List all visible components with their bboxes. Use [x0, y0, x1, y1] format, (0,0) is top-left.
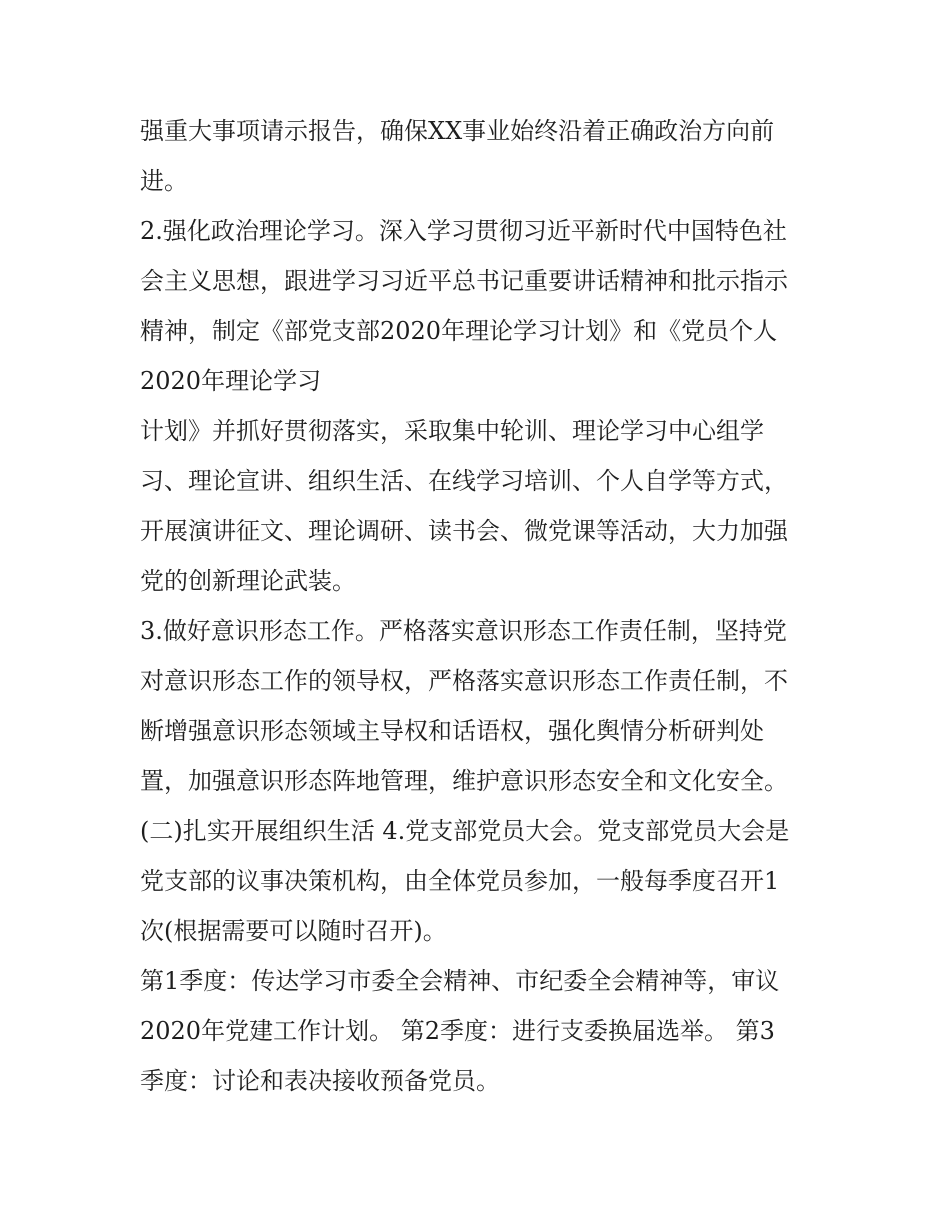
text-line: 第1季度：传达学习市委全会精神、市纪委全会精神等，审议 [140, 967, 780, 995]
document-page [140, 106, 820, 1106]
text-line: 强重大事项请示报告，确保XX事业始终沿着正确政治方向前 [140, 117, 775, 145]
text-line: 季度：讨论和表决接收预备党员。 [140, 1067, 500, 1095]
text-line: 2020年党建工作计划。 第2季度：进行支委换届选举。 第3 [140, 1017, 775, 1045]
text-line: 次(根据需要可以随时召开)。 [140, 917, 447, 945]
text-line: 党支部的议事决策机构，由全体党员参加，一般每季度召开1 [140, 867, 780, 895]
text-line: 党的创新理论武装。 [140, 567, 356, 595]
text-line: (二)扎实开展组织生活 4.党支部党员大会。党支部党员大会是 [140, 817, 790, 845]
text-line: 精神，制定《部党支部2020年理论学习计划》和《党员个人 [140, 317, 778, 345]
text-line: 3.做好意识形态工作。严格落实意识形态工作责任制，坚持党 [140, 617, 787, 645]
text-line: 开展演讲征文、理论调研、读书会、微党课等活动，大力加强 [140, 517, 788, 545]
text-line: 断增强意识形态领域主导权和话语权，强化舆情分析研判处 [140, 717, 764, 745]
text-line: 置，加强意识形态阵地管理，维护意识形态安全和文化安全。 [140, 767, 788, 795]
text-line: 对意识形态工作的领导权，严格落实意识形态工作责任制，不 [140, 667, 788, 695]
text-line: 2020年理论学习 [140, 367, 322, 395]
text-line: 计划》并抓好贯彻落实，采取集中轮训、理论学习中心组学 [140, 417, 764, 445]
text-line: 进。 [140, 167, 188, 195]
text-line: 习、理论宣讲、组织生活、在线学习培训、个人自学等方式， [140, 467, 788, 495]
text-line: 2.强化政治理论学习。深入学习贯彻习近平新时代中国特色社 [140, 217, 787, 245]
text-line: 会主义思想，跟进学习习近平总书记重要讲话精神和批示指示 [140, 267, 788, 295]
